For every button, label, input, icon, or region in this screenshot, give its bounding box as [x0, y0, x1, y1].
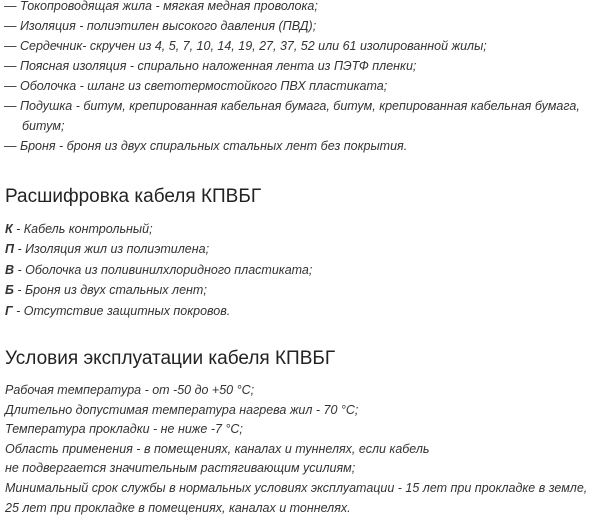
list-item: — Оболочка - шланг из светотермостойкого ПВХ пластиката;	[4, 79, 388, 93]
condition-line: Область применения - в помещениях, каналах и туннелях, если кабель	[5, 441, 430, 456]
decoding-list	[5, 219, 605, 321]
list-item: — Изоляция - полиэтилен высокого давления (ПВД);	[4, 19, 317, 33]
condition-line: не подвергается значительным растягивающим усилиям;	[5, 461, 356, 476]
decoding-row	[5, 219, 605, 239]
condition-line: Минимальный срок службы в нормальных условиях эксплуатации - 15 лет при прокладке в земле,	[5, 480, 588, 495]
decoding-letter: Г	[5, 303, 13, 318]
condition-line: 25 лет при прокладке в помещениях, каналах и тоннелях.	[5, 500, 351, 515]
decoding-row	[5, 301, 605, 321]
decoding-text: - Изоляция жил из полиэтилена;	[14, 242, 210, 257]
conditions-heading: Условия эксплуатации кабеля КПВБГ	[5, 348, 336, 369]
decoding-heading: Расшифровка кабеля КПВБГ	[5, 186, 262, 207]
condition-line: Температура прокладки - не ниже -7 °С;	[5, 422, 243, 437]
decoding-row	[5, 239, 605, 259]
decoding-text: - Броня из двух стальных лент;	[13, 283, 207, 298]
list-item: — Сердечник- скручен из 4, 5, 7, 10, 14, 19, 27, 37, 52 или 61 изолированной жилы;	[4, 39, 487, 53]
construction-list	[4, 0, 604, 156]
decoding-letter: В	[5, 262, 15, 277]
decoding-row	[5, 280, 605, 300]
decoding-text: - Кабель контрольный;	[12, 222, 153, 236]
decoding-letter: Б	[5, 283, 14, 298]
decoding-text: - Оболочка из поливинилхлоридного пластиката;	[14, 262, 313, 277]
list-item: — Поясная изоляция - спирально наложенная лента из ПЭТФ пленки;	[4, 59, 417, 73]
list-item: — Подушка - битум, крепированная кабельная бумага, битум, крепированная кабельная бумага, битум;	[4, 99, 580, 133]
condition-line: Рабочая температура - от -50 до +50 °С;	[5, 383, 255, 397]
conditions-list	[5, 381, 608, 518]
condition-line: Длительно допустимая температура нагрева жил - 70 °С;	[5, 402, 359, 417]
decoding-letter: К	[5, 222, 13, 236]
decoding-letter: П	[5, 242, 14, 257]
list-item: — Токопроводящая жила - мягкая медная проволока;	[4, 0, 318, 13]
list-item: — Броня - броня из двух спиральных стальных лент без покрытия.	[4, 139, 408, 153]
decoding-text: - Отсутствие защитных покровов.	[12, 303, 231, 318]
decoding-row	[5, 260, 605, 280]
